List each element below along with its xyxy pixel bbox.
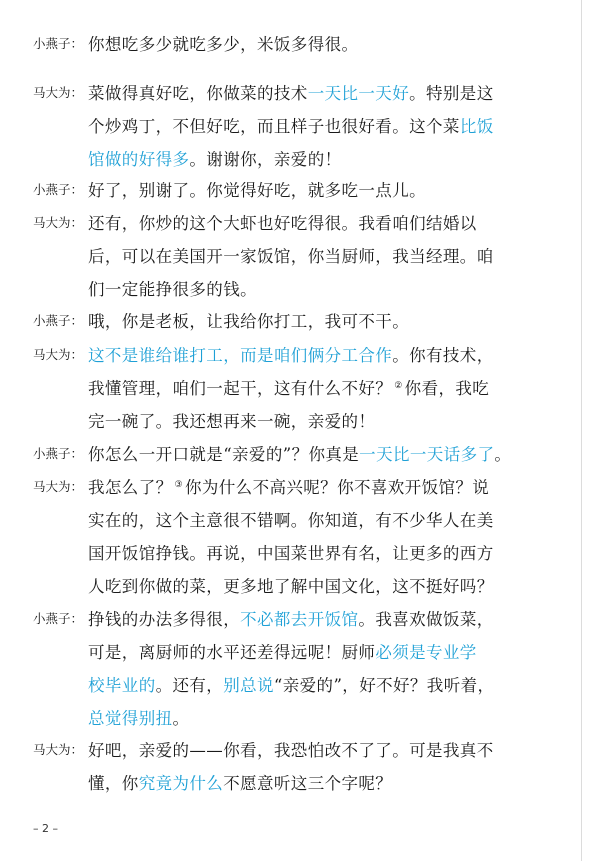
speaker-label: 小燕子： <box>33 36 84 51</box>
dialogue-line <box>88 507 552 531</box>
speaker-label: 小燕子： <box>33 446 84 461</box>
speaker-label: 马大为： <box>33 347 84 362</box>
text-segment: 我怎么了？ <box>88 478 173 497</box>
text-segment: 。 <box>172 709 190 728</box>
dialogue-line <box>88 474 552 498</box>
text-segment: 后，可以在美国开一家饭馆，你当厨师，我当经理。咱 <box>88 247 494 266</box>
dialogue-line <box>88 80 552 104</box>
text-segment: 懂，你 <box>88 774 139 793</box>
dialogue-line <box>88 770 552 794</box>
dialogue-line <box>88 243 552 267</box>
text-segment: 菜做得真好吃，你做菜的技术 <box>88 84 308 103</box>
highlighted-phrase: 究竟为什么 <box>138 774 224 793</box>
text-segment: 还有，你炒的这个大虾也好吃得很。我看咱们结婚以 <box>88 214 477 233</box>
text-segment: 你想吃多少就吃多少，米饭多得很。 <box>88 35 359 54</box>
dialogue-line <box>88 342 552 366</box>
highlighted-phrase: 总觉得别扭 <box>88 709 173 728</box>
dialogue-line <box>88 408 552 432</box>
dialogue-line <box>88 375 552 399</box>
text-segment: 好吧，亲爱的——你看，我恐怕改不了了。可是我真不 <box>88 741 494 760</box>
highlighted-phrase: 一天比一天好 <box>307 84 410 103</box>
dialogue-line <box>88 177 552 201</box>
dialogue-line <box>88 540 552 564</box>
text-segment: 们一定能挣很多的钱。 <box>88 280 257 299</box>
text-segment: 。我喜欢做饭菜， <box>358 610 494 629</box>
highlighted-phrase: 这不是谁给谁打工，而是咱们俩分工合作 <box>88 346 393 365</box>
text-segment: 哦，你是老板，让我给你打工，我可不干。 <box>88 312 410 331</box>
speaker-label: 小燕子： <box>33 611 84 626</box>
dialogue-line <box>88 441 552 465</box>
page-number: – 2 – <box>33 822 58 835</box>
dialogue-line <box>88 31 552 55</box>
text-segment: 。谢谢你，亲爱的！ <box>189 150 342 169</box>
speaker-label: 马大为： <box>33 85 84 100</box>
highlighted-phrase: 比饭 <box>459 117 494 136</box>
speaker-label: 马大为： <box>33 215 84 230</box>
text-segment: 挣钱的办法多得很， <box>88 610 241 629</box>
speaker-label: 马大为： <box>33 479 84 494</box>
footnote-marker: ② <box>394 380 403 391</box>
text-segment: “亲爱的”，好不好？我听着， <box>273 676 495 695</box>
text-segment: 。你有技术， <box>392 346 494 365</box>
highlighted-phrase: 校毕业的 <box>88 676 156 695</box>
dialogue-line <box>88 276 552 300</box>
dialogue-line <box>88 737 552 761</box>
dialogue-line <box>88 573 552 597</box>
dialogue-line <box>88 672 552 696</box>
page-edge-rule <box>581 0 582 861</box>
text-segment: 人吃到你做的菜，更多地了解中国文化，这不挺好吗？ <box>88 577 494 596</box>
text-segment: 。 <box>494 445 512 464</box>
highlighted-phrase: 一天比一天话多了 <box>359 445 495 464</box>
speaker-label: 小燕子： <box>33 182 84 197</box>
highlighted-phrase: 必须是专业学 <box>375 643 477 662</box>
dialogue-line <box>88 606 552 630</box>
text-segment: 你为什么不高兴呢？你不喜欢开饭馆？说 <box>184 478 490 497</box>
dialogue-line <box>88 705 552 729</box>
dialogue-line <box>88 146 552 170</box>
text-segment: 个炒鸡丁，不但好吃，而且样子也很好看。这个菜 <box>88 117 460 136</box>
text-segment: 国开饭馆挣钱。再说，中国菜世界有名，让更多的西方 <box>88 544 494 563</box>
dialogue-line <box>88 639 552 663</box>
highlighted-phrase: 不必都去开饭馆 <box>240 610 359 629</box>
speaker-label: 小燕子： <box>33 313 84 328</box>
text-segment: 。特别是这 <box>409 84 494 103</box>
speaker-label: 马大为： <box>33 742 84 757</box>
text-segment: 。还有， <box>155 676 224 695</box>
text-segment: 完一碗了。我还想再来一碗，亲爱的！ <box>88 412 376 431</box>
text-segment: 你怎么一开口就是“亲爱的”？你真是 <box>88 445 360 464</box>
text-segment: 可是，离厨师的水平还差得远呢！厨师 <box>88 643 376 662</box>
highlighted-phrase: 别总说 <box>223 676 274 695</box>
dialogue-line <box>88 210 552 234</box>
text-segment: 不愿意听这三个字呢？ <box>223 774 393 793</box>
text-segment: 好了，别谢了。你觉得好吃，就多吃一点儿。 <box>88 181 426 200</box>
footnote-marker: ③ <box>174 479 183 490</box>
text-segment: 你看，我吃 <box>404 379 490 398</box>
text-segment: 我懂管理，咱们一起干，这有什么不好？ <box>88 379 393 398</box>
highlighted-phrase: 馆做的好得多 <box>88 150 190 169</box>
dialogue-line <box>88 308 552 332</box>
text-segment: 实在的，这个主意很不错啊。你知道，有不少华人在美 <box>88 511 494 530</box>
dialogue-line <box>88 113 552 137</box>
